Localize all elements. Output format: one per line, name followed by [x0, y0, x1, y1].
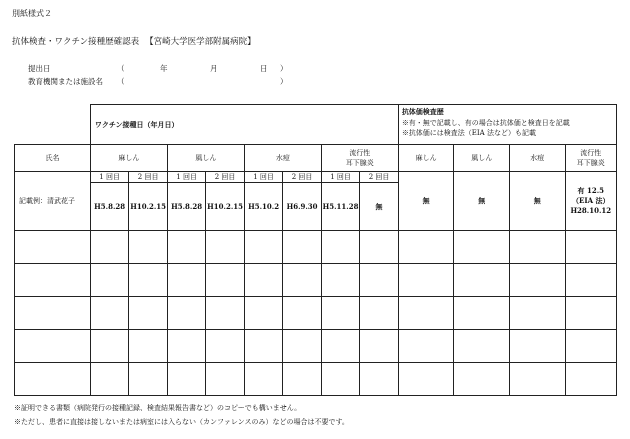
blank-cell[interactable] [360, 231, 399, 264]
table-row [15, 330, 617, 363]
blank-cell[interactable] [167, 363, 205, 396]
blank-cell[interactable] [129, 363, 167, 396]
blank-cell[interactable] [321, 330, 359, 363]
blank-cell[interactable] [167, 231, 205, 264]
blank-cell[interactable] [398, 231, 454, 264]
col-rubella: 風しん [167, 145, 244, 172]
example-varicella-1: H5.10.2 [244, 183, 282, 231]
mumps-line-2: 耳下腺炎 [345, 159, 374, 167]
antibody-title: 抗体価検査歴 [401, 107, 444, 116]
blank-cell[interactable] [321, 264, 359, 297]
blank-cell[interactable] [321, 231, 359, 264]
blank-cell[interactable] [206, 231, 244, 264]
year-label: 年 [160, 64, 168, 73]
blank-cell[interactable] [244, 363, 282, 396]
blank-cell[interactable] [321, 297, 359, 330]
blank-cell[interactable] [360, 330, 399, 363]
blank-cell[interactable] [565, 264, 616, 297]
blank-cell[interactable] [90, 297, 128, 330]
blank-cell[interactable] [129, 264, 167, 297]
month-label: 月 [210, 64, 218, 73]
blank-cell[interactable] [565, 231, 616, 264]
mumps-line-1: 流行性 [349, 148, 371, 157]
table-row [15, 264, 617, 297]
example-rubella-1: H5.8.28 [167, 183, 205, 231]
blank-cell[interactable] [15, 363, 91, 396]
vaccination-table [14, 104, 617, 396]
title-text: 抗体検査・ワクチン接種歴確認表 [12, 37, 140, 47]
example-mumps-2: 無 [360, 183, 399, 231]
dose-1-label: 1 回目 [90, 172, 128, 183]
blank-cell[interactable] [167, 297, 205, 330]
footer-note-2: ※ただし、患者に直接は接しないまたは病室には入らない（カンファレンスのみ）などの場合は不要です。 [14, 418, 349, 426]
example-varicella-2: H6.9.30 [283, 183, 321, 231]
blank-cell[interactable] [283, 330, 321, 363]
blank-cell[interactable] [15, 330, 91, 363]
blank-cell[interactable] [321, 363, 359, 396]
blank-cell[interactable] [15, 231, 91, 264]
dose-1-label: 1 回目 [321, 172, 359, 183]
ab-mumps-date: H28.10.12 [570, 206, 612, 216]
dose-2-label: 2 回目 [129, 172, 167, 183]
dose-2-label: 2 回目 [360, 172, 399, 183]
blank-cell[interactable] [15, 264, 91, 297]
example-ab-rubella: 無 [454, 172, 510, 231]
ab-col-varicella: 水痘 [510, 145, 566, 172]
blank-cell[interactable] [244, 297, 282, 330]
page-title [12, 38, 256, 47]
blank-cell[interactable] [90, 264, 128, 297]
blank-cell[interactable] [283, 297, 321, 330]
example-ab-mumps [565, 172, 616, 231]
blank-cell[interactable] [283, 231, 321, 264]
blank-cell[interactable] [565, 330, 616, 363]
blank-cell[interactable] [244, 231, 282, 264]
blank-cell[interactable] [510, 297, 566, 330]
example-measles-2: H10.2.15 [129, 183, 167, 231]
ab-mumps-line-1: 流行性 [580, 148, 602, 157]
blank-cell[interactable] [15, 297, 91, 330]
blank-cell[interactable] [565, 297, 616, 330]
blank-cell[interactable] [454, 264, 510, 297]
antibody-note-2: ※抗体価には検査法（EIA 法など）も記載 [401, 129, 536, 137]
vaccine-header: ワクチン接種日（年月日） [90, 105, 398, 145]
ab-col-mumps [565, 145, 616, 172]
institution-paren-open: （ [117, 77, 125, 86]
blank-cell[interactable] [454, 297, 510, 330]
example-rubella-2: H10.2.15 [206, 183, 244, 231]
col-varicella: 水痘 [244, 145, 321, 172]
blank-cell[interactable] [129, 330, 167, 363]
blank-cell[interactable] [360, 363, 399, 396]
blank-cell[interactable] [206, 330, 244, 363]
blank-cell[interactable] [283, 363, 321, 396]
blank-cell[interactable] [510, 330, 566, 363]
example-ab-varicella: 無 [510, 172, 566, 231]
hospital-name: 【宮崎大学医学部附属病院】 [145, 37, 256, 47]
col-mumps [321, 145, 398, 172]
blank-cell[interactable] [454, 231, 510, 264]
blank-cell[interactable] [360, 297, 399, 330]
blank-cell[interactable] [129, 297, 167, 330]
dose-1-label: 1 回目 [244, 172, 282, 183]
blank-cell[interactable] [398, 330, 454, 363]
institution-label: 教育機関または施設名 [28, 77, 103, 86]
ab-mumps-method: （EIA 法） [572, 195, 610, 205]
blank-cell[interactable] [167, 264, 205, 297]
antibody-header [398, 105, 616, 145]
date-paren-close: ） [280, 64, 288, 73]
form-id: 別紙様式２ [12, 9, 52, 18]
blank-cell[interactable] [510, 363, 566, 396]
blank-cell[interactable] [510, 264, 566, 297]
table-row [15, 297, 617, 330]
blank-cell[interactable] [454, 330, 510, 363]
col-name: 氏名 [15, 145, 91, 172]
example-ab-measles: 無 [398, 172, 454, 231]
blank-cell[interactable] [510, 231, 566, 264]
ab-mumps-line-2: 耳下腺炎 [576, 159, 605, 167]
antibody-note-1: ※有・無で記載し、有の場合は抗体価と検査日を記載 [401, 118, 570, 127]
submission-date-label: 提出日 [28, 64, 51, 73]
institution-paren-close: ） [280, 77, 288, 86]
example-measles-1: H5.8.28 [90, 183, 128, 231]
corner-cell [15, 105, 91, 145]
dose-2-label: 2 回目 [206, 172, 244, 183]
table-row [15, 363, 617, 396]
blank-cell[interactable] [398, 297, 454, 330]
example-mumps-1: H5.11.28 [321, 183, 359, 231]
dose-1-label: 1 回目 [167, 172, 205, 183]
blank-cell[interactable] [360, 264, 399, 297]
example-name: 記載例：清武花子 [15, 172, 91, 231]
blank-cell[interactable] [565, 363, 616, 396]
blank-cell[interactable] [398, 264, 454, 297]
blank-cell[interactable] [398, 363, 454, 396]
blank-cell[interactable] [206, 264, 244, 297]
date-paren-open: （ [117, 64, 125, 73]
blank-cell[interactable] [129, 231, 167, 264]
blank-cell[interactable] [244, 264, 282, 297]
blank-cell[interactable] [244, 330, 282, 363]
day-label: 日 [260, 64, 268, 73]
ab-mumps-value: 有 12.5 [577, 185, 605, 195]
blank-cell[interactable] [454, 363, 510, 396]
blank-cell[interactable] [90, 330, 128, 363]
footer-note-1: ※証明できる書類（病院発行の接種記録、検査結果報告書など）のコピーでも構いません。 [14, 404, 302, 412]
blank-cell[interactable] [90, 231, 128, 264]
blank-cell[interactable] [167, 330, 205, 363]
table-row [15, 231, 617, 264]
dose-2-label: 2 回目 [283, 172, 321, 183]
blank-cell[interactable] [90, 363, 128, 396]
ab-col-measles: 麻しん [398, 145, 454, 172]
blank-cell[interactable] [206, 297, 244, 330]
col-measles: 麻しん [90, 145, 167, 172]
blank-cell[interactable] [283, 264, 321, 297]
ab-col-rubella: 風しん [454, 145, 510, 172]
blank-cell[interactable] [206, 363, 244, 396]
